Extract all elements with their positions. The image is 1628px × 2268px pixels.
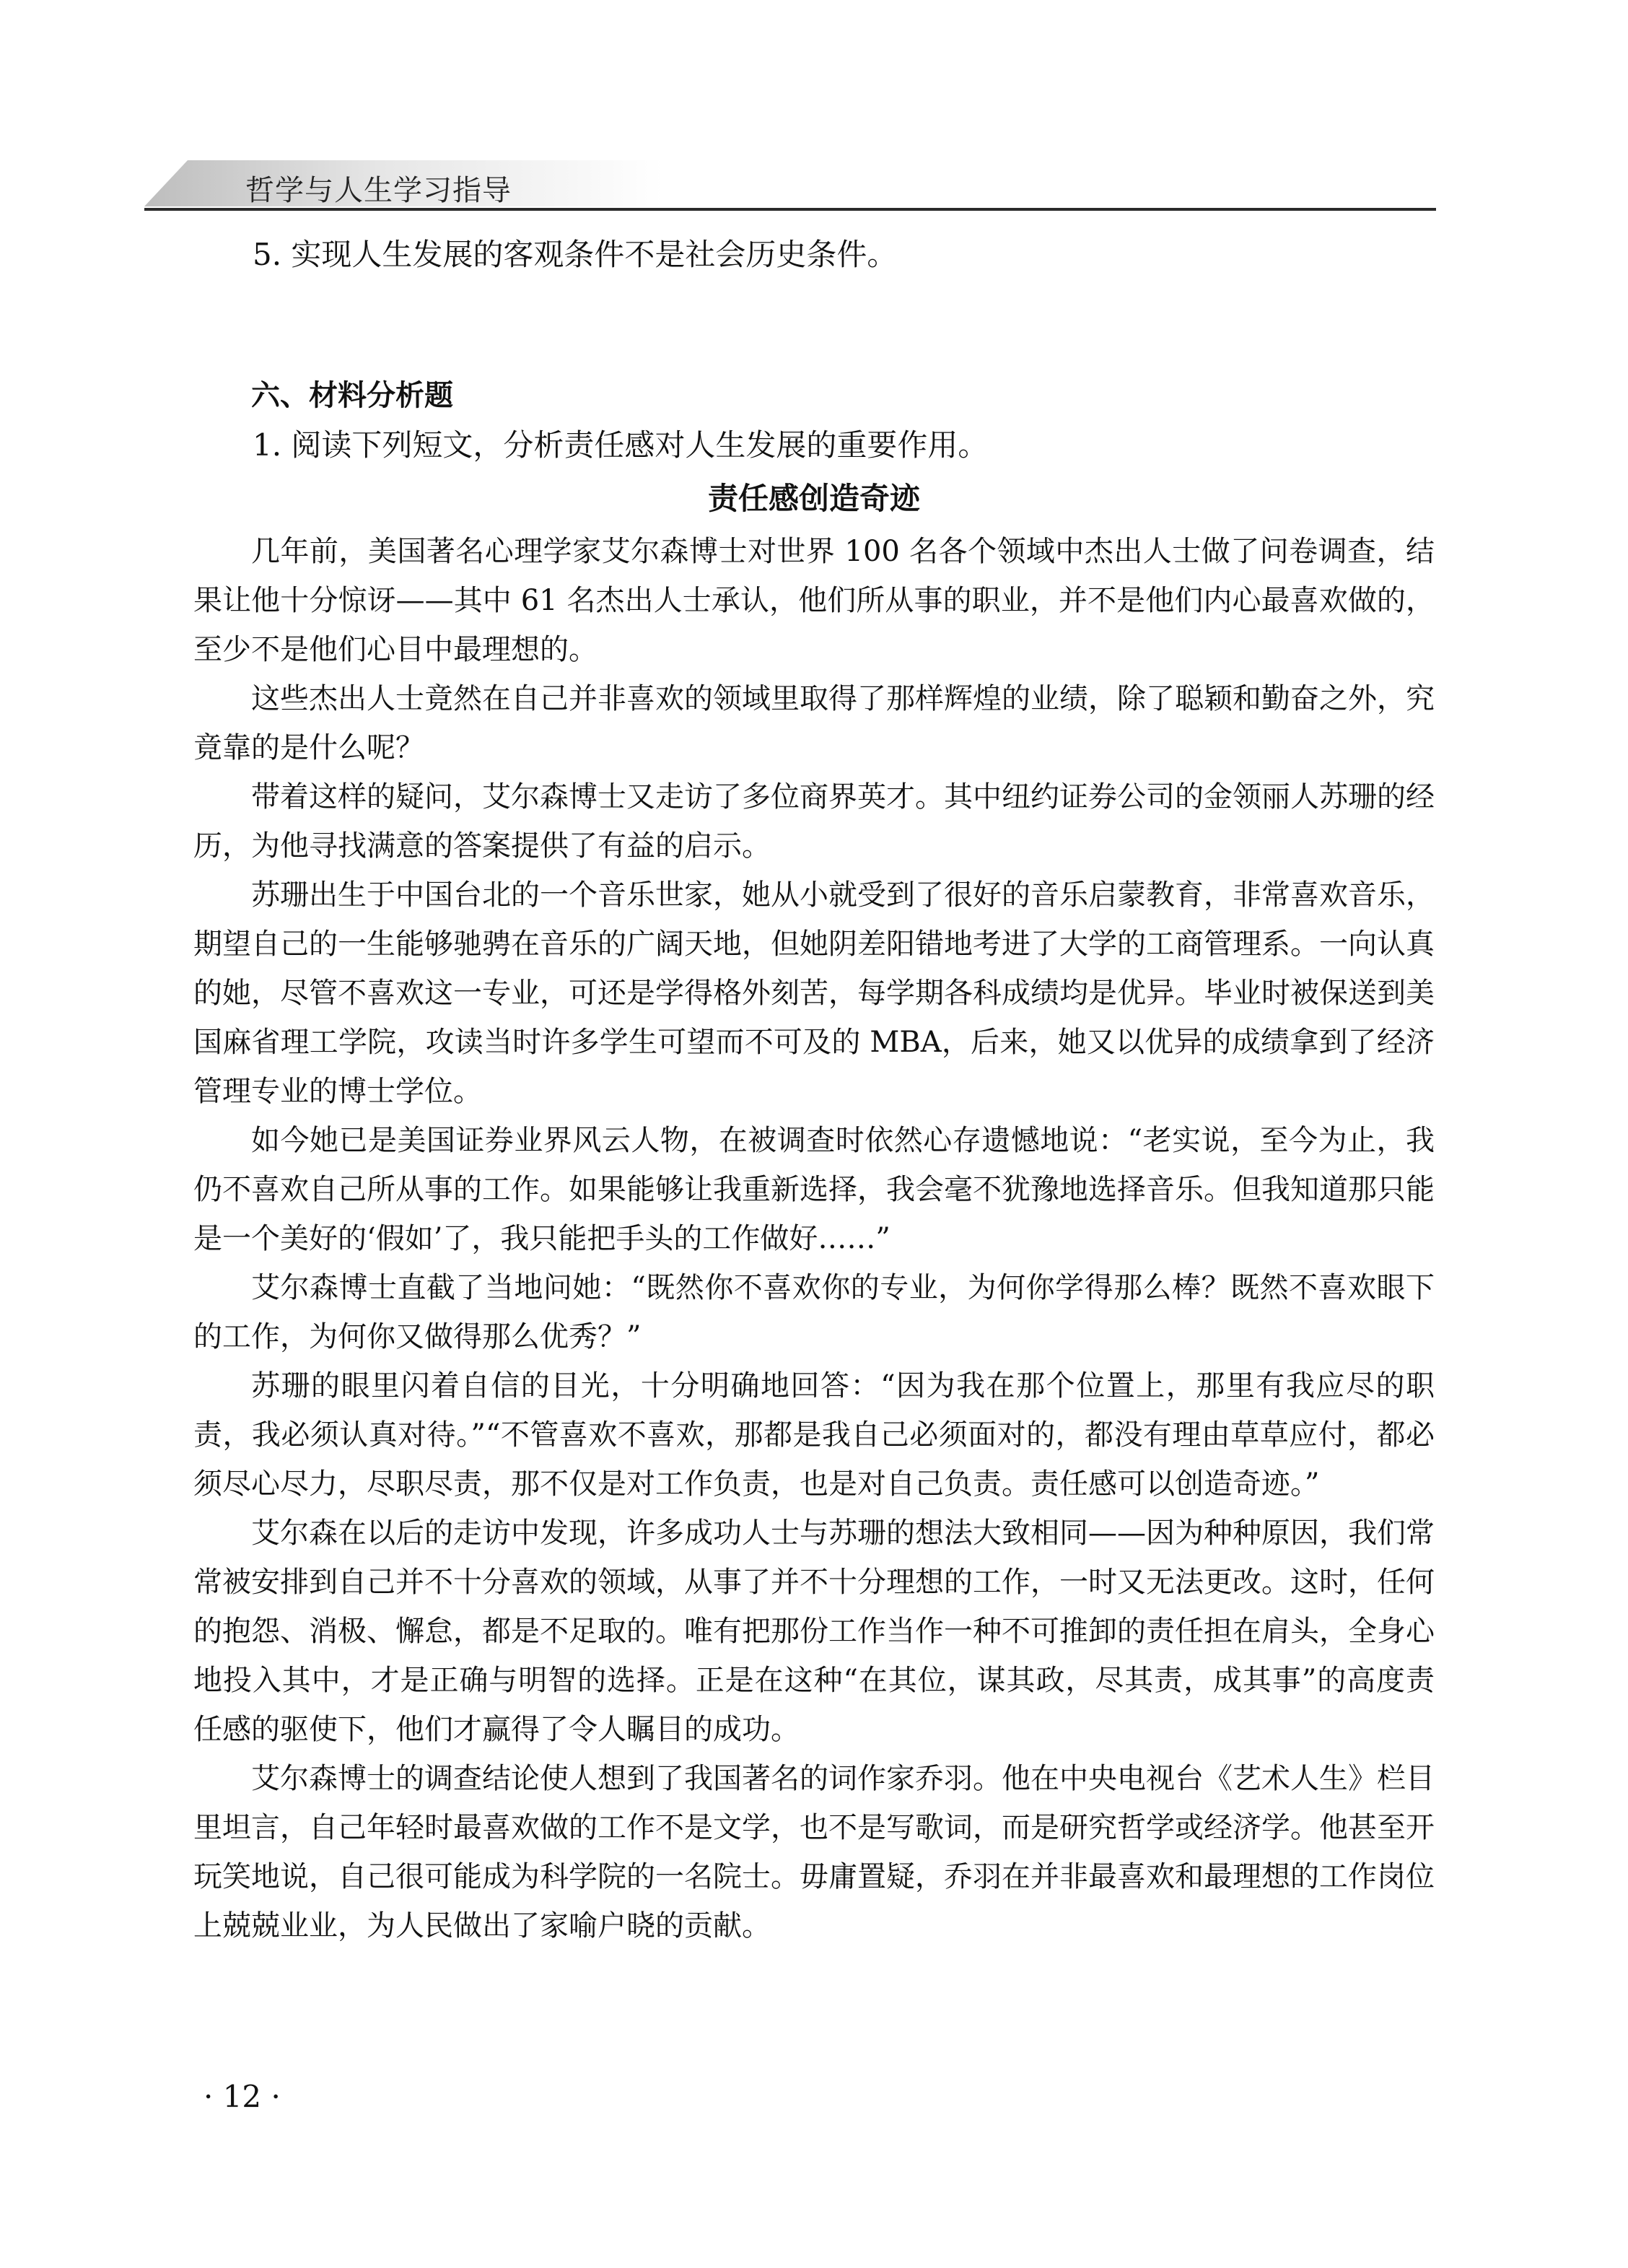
- book-title: 哲学与人生学习指导: [245, 174, 512, 207]
- page-number: · 12 ·: [204, 2079, 281, 2114]
- article-paragraph: 苏珊出生于中国台北的一个音乐世家，她从小就受到了很好的音乐启蒙教育，非常喜欢音乐，期望自己的一生能够驰骋在音乐的广阔天地，但她阴差阳错地考进了大学的工商管理系。一向认真的她，尽管不喜欢这一专业，可还是学得格外刻苦，每学期各科成绩均是优异。毕业时被保送到美国麻省理工学院，攻读当时许多学生可望而不可及的 MBA，后来，她又以优异的成绩拿到了经济管理专业的博士学位。: [193, 878, 1435, 1108]
- question-prompt: 1. 阅读下列短文，分析责任感对人生发展的重要作用。: [253, 427, 989, 463]
- article-paragraph: 几年前，美国著名心理学家艾尔森博士对世界 100 名各个领域中杰出人士做了问卷调查，结果让他十分惊讶——其中 61 名杰出人士承认，他们所从事的职业，并不是他们内心最喜欢做的，至少不是他们心目中最理想的。: [193, 535, 1435, 666]
- article-paragraph: 如今她已是美国证券业界风云人物，在被调查时依然心存遗憾地说：“老实说，至今为止，我仍不喜欢自己所从事的工作。如果能够让我重新选择，我会毫不犹豫地选择音乐。但我知道那只能是一个美好的‘假如’了，我只能把手头的工作做好……”: [193, 1124, 1435, 1255]
- article-body: [193, 527, 1435, 1950]
- article-paragraph: 艾尔森博士的调查结论使人想到了我国著名的词作家乔羽。他在中央电视台《艺术人生》栏目里坦言，自己年轻时最喜欢做的工作不是文学，也不是写歌词，而是研究哲学或经济学。他甚至开玩笑地说，自己很可能成为科学院的一名院士。毋庸置疑，乔羽在并非最喜欢和最理想的工作岗位上兢兢业业，为人民做出了家喻户晓的贡献。: [193, 1762, 1435, 1942]
- article-paragraph: 带着这样的疑问，艾尔森博士又走访了多位商界英才。其中纽约证券公司的金领丽人苏珊的经历，为他寻找满意的答案提供了有益的启示。: [193, 780, 1435, 863]
- article-title: 责任感创造奇迹: [707, 481, 920, 516]
- article-paragraph: 苏珊的眼里闪着自信的目光，十分明确地回答：“因为我在那个位置上，那里有我应尽的职责，我必须认真对待。”“不管喜欢不喜欢，那都是我自己必须面对的，都没有理由草草应付，都必须尽心尽力，尽职尽责，那不仅是对工作负责，也是对自己负责。责任感可以创造奇迹。”: [193, 1369, 1435, 1501]
- section-title: 六、材料分析题: [251, 379, 453, 412]
- previous-question-item: 5. 实现人生发展的客观条件不是社会历史条件。: [253, 237, 898, 272]
- running-header: [144, 160, 1436, 212]
- article-paragraph: 艾尔森在以后的走访中发现，许多成功人士与苏珊的想法大致相同——因为种种原因，我们常常被安排到自己并不十分喜欢的领域，从事了并不十分理想的工作，一时又无法更改。这时，任何的抱怨、消极、懈怠，都是不足取的。唯有把那份工作当作一种不可推卸的责任担在肩头，全身心地投入其中，才是正确与明智的选择。正是在这种“在其位，谋其政，尽其责，成其事”的高度责任感的驱使下，他们才赢得了令人瞩目的成功。: [193, 1517, 1435, 1746]
- article-paragraph: 艾尔森博士直截了当地问她：“既然你不喜欢你的专业，为何你学得那么棒？既然不喜欢眼下的工作，为何你又做得那么优秀？”: [193, 1271, 1435, 1353]
- article-paragraph: 这些杰出人士竟然在自己并非喜欢的领域里取得了那样辉煌的业绩，除了聪颖和勤奋之外，究竟靠的是什么呢？: [193, 682, 1435, 764]
- header-rule: [144, 208, 1436, 211]
